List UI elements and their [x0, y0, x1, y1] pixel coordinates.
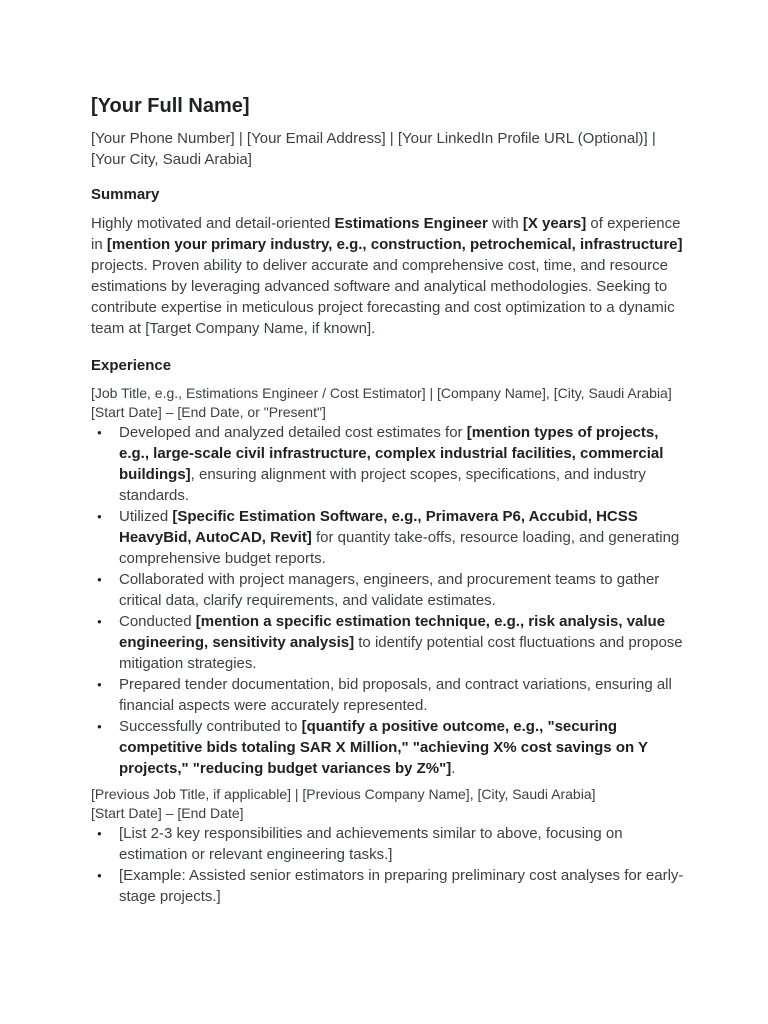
bullet-item	[91, 422, 688, 506]
text-segment: Prepared tender documentation, bid proposals, and contract variations, ensuring all financial aspects were accurately represented.	[119, 676, 672, 714]
text-segment: Highly motivated and detail-oriented	[91, 215, 335, 232]
bold-text: [Specific Estimation Software, e.g., Primavera P6, Accubid, HCSS HeavyBid, AutoCAD, Revit]	[119, 508, 638, 546]
bullet-dot-icon: ●	[97, 428, 102, 437]
job-title-line: [Job Title, e.g., Estimations Engineer / Cost Estimator] | [Company Name], [City, Saudi Arabia]	[91, 385, 672, 401]
bullet-dot-icon: ●	[97, 871, 102, 880]
summary-paragraph	[91, 213, 688, 339]
text-segment: Developed and analyzed detailed cost estimates for	[119, 424, 467, 441]
bold-text: [quantify a positive outcome, e.g., "securing competitive bids totaling SAR X Million," "achieving X% cost savings on Y projects," "reducing budget variances by Z%"]	[119, 718, 648, 777]
text-segment: with	[487, 215, 523, 232]
bullet-item	[91, 506, 688, 569]
bullet-dot-icon: ●	[97, 722, 102, 731]
contact-line: [Your Phone Number] | [Your Email Address] | [Your LinkedIn Profile URL (Optional)] | [Your City, Saudi Arabia]	[91, 130, 656, 168]
experience-list	[91, 384, 688, 907]
bullet-dot-icon: ●	[97, 575, 102, 584]
text-segment: for quantity take-offs, resource loading, and generating comprehensive budget reports.	[119, 529, 680, 567]
text-segment: [Example: Assisted senior estimators in preparing preliminary cost analyses for early-stage projects.]	[119, 867, 684, 905]
text-segment: Conducted	[119, 613, 196, 630]
bullet-item	[91, 865, 688, 907]
bullet-text	[119, 571, 659, 609]
bullet-text	[119, 718, 648, 777]
job-entry	[91, 384, 688, 779]
bold-text: Estimations Engineer	[334, 215, 488, 232]
job-dates: [Start Date] – [End Date]	[91, 805, 244, 821]
job-dates: [Start Date] – [End Date, or "Present"]	[91, 404, 326, 420]
bold-text: [mention your primary industry, e.g., construction, petrochemical, infrastructure]	[106, 236, 683, 253]
bullet-item	[91, 674, 688, 716]
job-entry	[91, 785, 688, 907]
bullet-item	[91, 716, 688, 779]
bullet-text	[119, 867, 683, 905]
bullet-text	[119, 613, 683, 672]
bullet-item	[91, 611, 688, 674]
bold-text: [mention types of projects, e.g., large-scale civil infrastructure, complex industrial facilities, commercial buildings]	[119, 424, 664, 483]
text-segment: Utilized	[119, 508, 173, 525]
bullet-list	[91, 823, 688, 907]
bold-text: [X years]	[522, 215, 587, 232]
text-segment: Collaborated with project managers, engineers, and procurement teams to gather critical data, clarify requirements, and validate estimates.	[119, 571, 660, 609]
bold-text: [mention a specific estimation technique, e.g., risk analysis, value engineering, sensitivity analysis]	[119, 613, 666, 651]
bullet-text	[119, 676, 672, 714]
summary-heading: Summary	[91, 186, 160, 203]
text-segment: .	[451, 760, 456, 777]
bullet-text	[119, 825, 623, 863]
bullet-text	[119, 508, 679, 567]
experience-heading: Experience	[91, 357, 172, 374]
bullet-item	[91, 823, 688, 865]
text-segment: [List 2-3 key responsibilities and achievements similar to above, focusing on estimation or relevant engineering tasks.]	[119, 825, 623, 863]
text-segment: Successfully contributed to	[119, 718, 302, 735]
bullet-dot-icon: ●	[97, 829, 102, 838]
text-segment: , ensuring alignment with project scopes, specifications, and industry standards.	[119, 466, 646, 504]
resume-name: [Your Full Name]	[91, 95, 250, 117]
bullet-dot-icon: ●	[97, 617, 102, 626]
text-segment: of experience in	[91, 215, 681, 253]
bullet-list	[91, 422, 688, 779]
job-title-line: [Previous Job Title, if applicable] | [Previous Company Name], [City, Saudi Arabia]	[91, 786, 596, 802]
bullet-dot-icon: ●	[97, 680, 102, 689]
bullet-item	[91, 569, 688, 611]
bullet-dot-icon: ●	[97, 512, 102, 521]
text-segment: to identify potential cost fluctuations and propose mitigation strategies.	[119, 634, 683, 672]
bullet-text	[119, 424, 663, 504]
text-segment: projects. Proven ability to deliver accurate and comprehensive cost, time, and resource estimations by leveraging advanced software and analytical methodologies. Seeking to contribute expertise in meticulous project forecasting and cost optimization to a dynamic team at [Target Company Name, if known].	[91, 257, 675, 337]
